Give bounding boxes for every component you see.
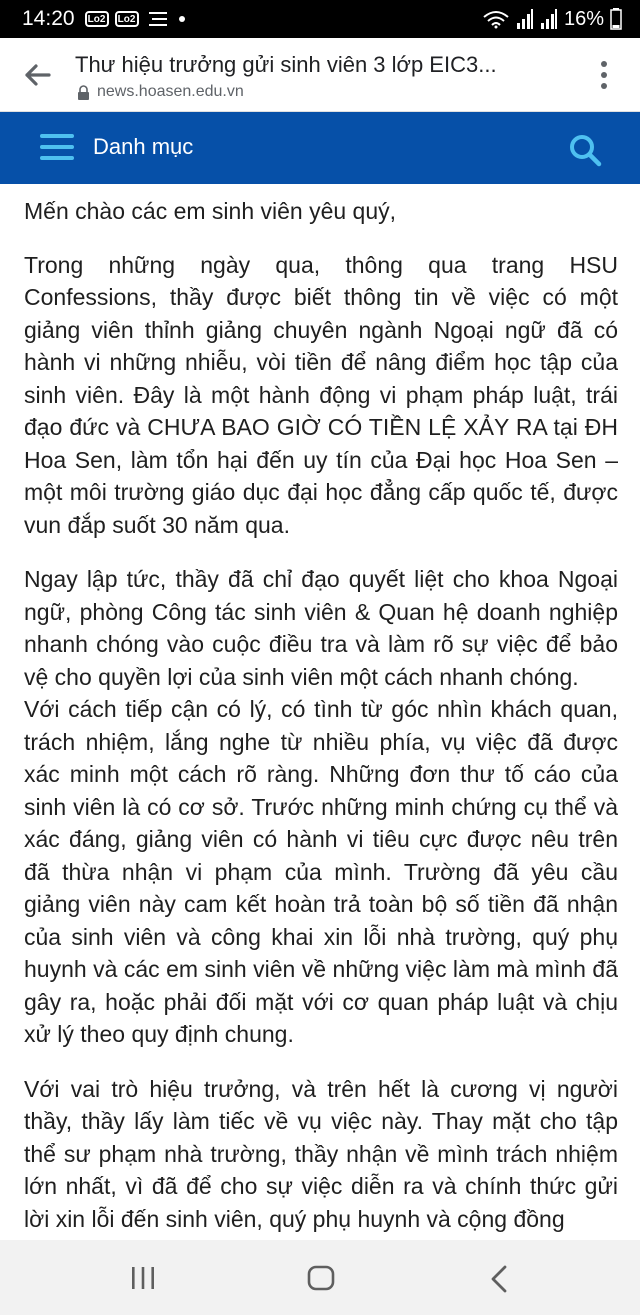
recent-apps-icon[interactable] (131, 1267, 155, 1289)
status-time: 14:20 (22, 7, 75, 30)
more-vert-icon[interactable] (600, 60, 608, 90)
battery-level: 16% (563, 7, 604, 30)
navigation-bar (0, 1240, 640, 1315)
notification-menu-icon (149, 12, 167, 26)
menu-label[interactable]: Danh mục (93, 134, 194, 159)
page-title[interactable]: Thư hiệu trưởng gửi sinh viên 3 lớp EIC3... (75, 52, 497, 77)
article-paragraph: Với vai trò hiệu trưởng, và trên hết là cương vị người thầy, thầy lấy làm tiếc về vụ việc này. Thay mặt cho tập thể sư phạm nhà trường, thầy nhận về mình trách nhiệm lớn nhất, vì đã để cho sự việc diễn ra và chính thức gửi lời xin lỗi đến sinh viên, quý phụ huynh và cộng đồng (24, 1075, 618, 1232)
article-paragraph: Trong những ngày qua, thông qua trang HSU Confessions, thầy được biết thông tin về việc có một giảng viên thỉnh giảng chuyên ngành Ngoại ngữ đã có hành vi những nhiễu, vòi tiền để nâng điểm học tập của sinh viên. Đây là một hành động vi phạm pháp luật, trái đạo đức và CHƯA BAO GIỜ CÓ TIỀN LỆ XẢY RA tại ĐH Hoa Sen, làm tổn hại đến uy tín của Đại học Hoa Sen – một môi trường giáo dục đại học đẳng cấp quốc tế, được vun đắp suốt 30 năm qua. (24, 251, 618, 538)
article-paragraph: Với cách tiếp cận có lý, có tình từ góc nhìn khách quan, trách nhiệm, lắng nghe từ nhiều phía, vụ việc đã được xác minh một cách rõ ràng. Những đơn thư tố cáo của sinh viên là có cơ sở. Trước những minh chứng cụ thể và xác đáng, giảng viên có hành vi tiêu cực được nêu trên đã thừa nhận vi phạm của mình. Trường đã yêu cầu giảng viên này cam kết hoàn trả toàn bộ số tiền đã nhận của sinh viên và công khai xin lỗi nhà trường, quý phụ huynh và các em sinh viên về những việc làm mà mình đã gây ra, hoặc phải đối mặt với cơ quan pháp luật và chịu xử lý theo quy định chung. (24, 696, 618, 1047)
notification-dot (179, 16, 185, 22)
browser-toolbar (0, 38, 640, 112)
notification-badge: Lo2 (85, 11, 109, 27)
lock-icon (77, 85, 90, 100)
status-icons (482, 8, 622, 31)
battery-icon (610, 8, 622, 30)
signal-icon (540, 9, 558, 29)
notification-badge: Lo2 (115, 11, 139, 27)
status-bar (0, 0, 640, 38)
article-greeting: Mến chào các em sinh viên yêu quý, (24, 198, 397, 224)
hamburger-menu-icon[interactable] (40, 132, 74, 162)
article-paragraph: Ngay lập tức, thầy đã chỉ đạo quyết liệt cho khoa Ngoại ngữ, phòng Công tác sinh viên & Quan hệ doanh nghiệp nhanh chóng vào cuộc điều tra và làm rõ sự việc để bảo vệ cho quyền lợi của sinh viên một cách nhanh chóng. (24, 566, 618, 690)
search-icon[interactable] (568, 133, 602, 167)
signal-icon (516, 9, 534, 29)
back-icon[interactable] (490, 1265, 508, 1293)
article-body (24, 184, 618, 1240)
url-row[interactable] (77, 83, 244, 101)
back-arrow-icon[interactable] (22, 60, 52, 90)
page-url: news.hoasen.edu.vn (97, 83, 244, 100)
wifi-icon (482, 9, 510, 29)
home-icon[interactable] (307, 1265, 335, 1291)
site-header (0, 112, 640, 184)
